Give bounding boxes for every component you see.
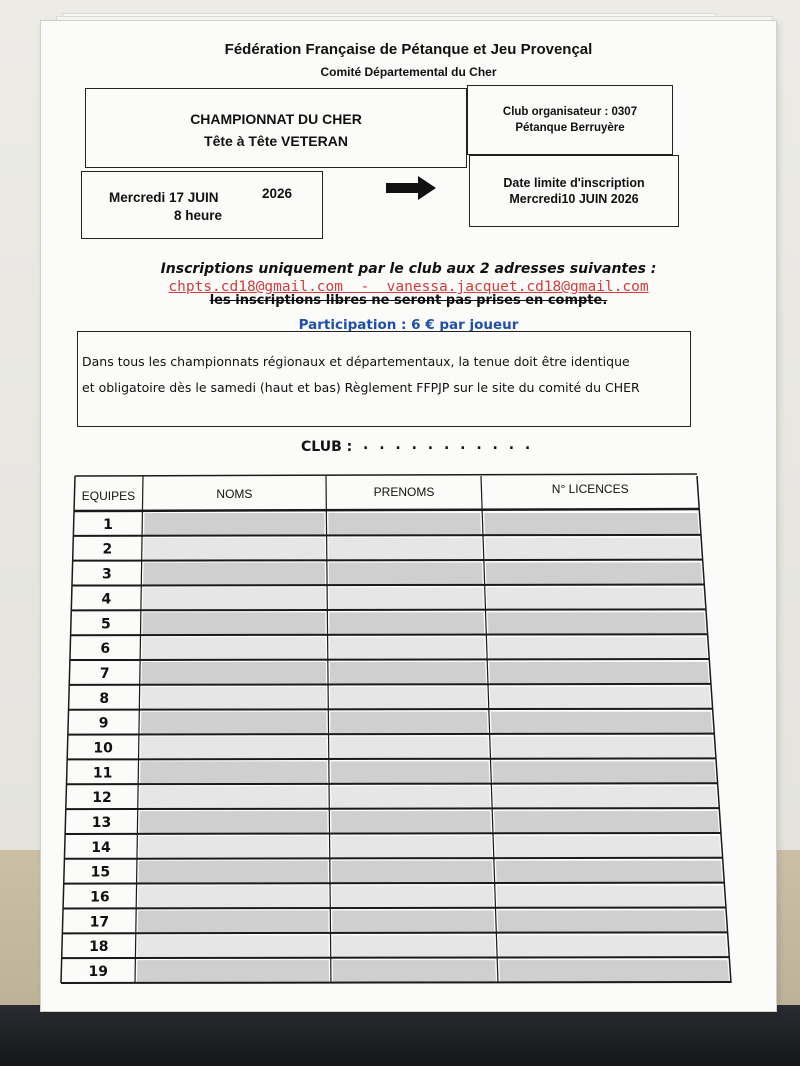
table-cell[interactable] (494, 811, 719, 833)
table-cell[interactable] (333, 935, 496, 957)
table-cell[interactable] (330, 712, 487, 734)
row-divider (69, 684, 711, 685)
table-cell[interactable] (138, 910, 329, 932)
table-cell[interactable] (332, 861, 493, 883)
team-number: 4 (101, 591, 112, 608)
team-number: 1 (103, 516, 113, 533)
table-cell[interactable] (139, 836, 328, 858)
table-cell[interactable] (141, 687, 326, 709)
table-cell[interactable] (332, 910, 494, 932)
organizer-club-name: Pétanque Berruyère (515, 122, 625, 134)
notice-line-2: et obligatoire dès le samedi (haut et bas) Règlement FFPJP sur le site du comité du CHER (82, 380, 640, 395)
row-divider (66, 808, 720, 809)
notice-line-1: Dans tous les championnats régionaux et départementaux, la tenue doit être identique (82, 354, 630, 369)
table-cell[interactable] (144, 513, 325, 535)
championship-category: Tête à Tête VETERAN (204, 133, 348, 149)
organizer-club-number: Club organisateur : 0307 (502, 106, 638, 118)
championship-title: CHAMPIONNAT DU CHER (190, 111, 362, 127)
federation-title: Fédération Française de Pétanque et Jeu Provençal (224, 41, 593, 58)
row-divider (62, 932, 727, 933)
teams-table (41, 21, 776, 1011)
team-number: 7 (99, 665, 110, 682)
team-number: 15 (90, 864, 111, 881)
header-noms: NOMS (216, 487, 253, 501)
row-divider (61, 982, 731, 983)
table-cell[interactable] (485, 538, 701, 560)
row-divider (64, 858, 722, 859)
team-number: 19 (88, 964, 109, 981)
table-cell[interactable] (329, 563, 483, 585)
header-equipes: EQUIPES (81, 489, 136, 503)
table-cell[interactable] (144, 538, 325, 560)
table-cell[interactable] (492, 737, 714, 759)
table-cell[interactable] (333, 960, 496, 982)
table-cell[interactable] (497, 886, 724, 908)
team-number: 8 (99, 690, 110, 707)
table-cell[interactable] (331, 786, 490, 808)
table-cell[interactable] (496, 861, 723, 883)
table-cell[interactable] (487, 588, 704, 610)
table-cell[interactable] (140, 786, 328, 808)
team-number: 12 (92, 790, 112, 807)
table-cell[interactable] (137, 960, 329, 982)
table-cell[interactable] (142, 662, 326, 684)
table-cell[interactable] (137, 935, 328, 957)
row-divider (73, 560, 703, 561)
table-cell[interactable] (332, 886, 493, 908)
team-number: 17 (89, 914, 110, 931)
table-cell[interactable] (331, 811, 491, 833)
table-cell[interactable] (331, 737, 489, 759)
team-number: 11 (92, 765, 113, 782)
deadline-date: Mercredi10 JUIN 2026 (509, 192, 639, 206)
team-number: 3 (102, 566, 112, 583)
table-cell[interactable] (498, 935, 727, 957)
table-cell[interactable] (143, 563, 325, 585)
table-cell[interactable] (488, 637, 707, 659)
club-fill-line: . . . . . . . . . . . (363, 437, 534, 453)
row-divider (64, 883, 725, 884)
row-divider (69, 709, 713, 710)
event-year: 2026 (262, 186, 293, 201)
row-divider (71, 609, 706, 610)
event-day: Mercredi 17 JUIN (109, 190, 219, 205)
table-cell[interactable] (139, 811, 327, 833)
registration-intro: Inscriptions uniquement par le club aux 2 adresses suivantes : (160, 261, 657, 277)
table-cell[interactable] (495, 836, 721, 858)
column-divider (61, 476, 75, 983)
row-divider (71, 634, 708, 635)
email-link-2[interactable]: vanessa.jacquet.cd18@gmail.com (386, 279, 649, 295)
table-cell[interactable] (499, 960, 729, 982)
table-cell[interactable] (493, 786, 717, 808)
email-separator: - (343, 279, 387, 295)
registration-sheet (40, 20, 777, 1012)
participation-fee: Participation : 6 € par joueur (298, 317, 519, 333)
table-cell[interactable] (330, 662, 486, 684)
table-cell[interactable] (331, 761, 490, 783)
free-registration-note: les inscriptions libres ne seront pas prises en compte. (209, 293, 608, 308)
team-number: 9 (98, 715, 109, 732)
deadline-label: Date limite d'inscription (503, 176, 645, 190)
team-number: 5 (100, 616, 111, 633)
table-cell[interactable] (329, 588, 483, 610)
table-cell[interactable] (140, 761, 327, 783)
table-cell[interactable] (329, 612, 484, 634)
table-cell[interactable] (141, 737, 327, 759)
team-number: 2 (102, 541, 113, 558)
table-cell[interactable] (141, 712, 327, 734)
table-cell[interactable] (491, 712, 713, 734)
table-cell[interactable] (332, 836, 492, 858)
header-prenoms: PRENOMS (373, 485, 435, 499)
table-cell[interactable] (498, 910, 726, 932)
row-divider (65, 833, 721, 834)
table-cell[interactable] (142, 612, 325, 634)
club-label: CLUB : (301, 439, 353, 455)
team-number: 6 (100, 641, 111, 658)
row-divider (72, 585, 704, 586)
team-number: 13 (91, 814, 112, 831)
table-cell[interactable] (493, 761, 716, 783)
table-cell[interactable] (330, 637, 486, 659)
table-top-border (75, 474, 697, 476)
team-number: 16 (90, 889, 110, 906)
row-divider (70, 659, 709, 660)
table-cell[interactable] (139, 861, 328, 883)
table-cell[interactable] (330, 687, 487, 709)
table-cell[interactable] (486, 563, 703, 585)
event-time: 8 heure (174, 208, 223, 223)
header-bottom-border (74, 509, 699, 511)
comite-subtitle: Comité Départemental du Cher (320, 65, 497, 79)
header-licences: N° LICENCES (551, 482, 629, 496)
row-divider (68, 734, 714, 735)
table-cell[interactable] (142, 637, 326, 659)
table-cell[interactable] (143, 588, 325, 610)
table-cell[interactable] (484, 513, 699, 535)
row-divider (63, 907, 726, 908)
table-cell[interactable] (488, 612, 706, 634)
team-number: 18 (89, 939, 109, 956)
table-cell[interactable] (329, 538, 482, 560)
table-cell[interactable] (490, 687, 711, 709)
row-divider (73, 535, 701, 536)
table-cell[interactable] (138, 886, 328, 908)
row-divider (67, 758, 716, 759)
table-cell[interactable] (328, 513, 481, 535)
row-divider (66, 783, 717, 784)
dark-foreground (0, 1005, 800, 1066)
email-link-1[interactable]: chpts.cd18@gmail.com (168, 279, 344, 295)
table-cell[interactable] (489, 662, 709, 684)
team-number: 14 (91, 839, 111, 856)
team-number: 10 (93, 740, 113, 757)
row-divider (62, 957, 730, 958)
